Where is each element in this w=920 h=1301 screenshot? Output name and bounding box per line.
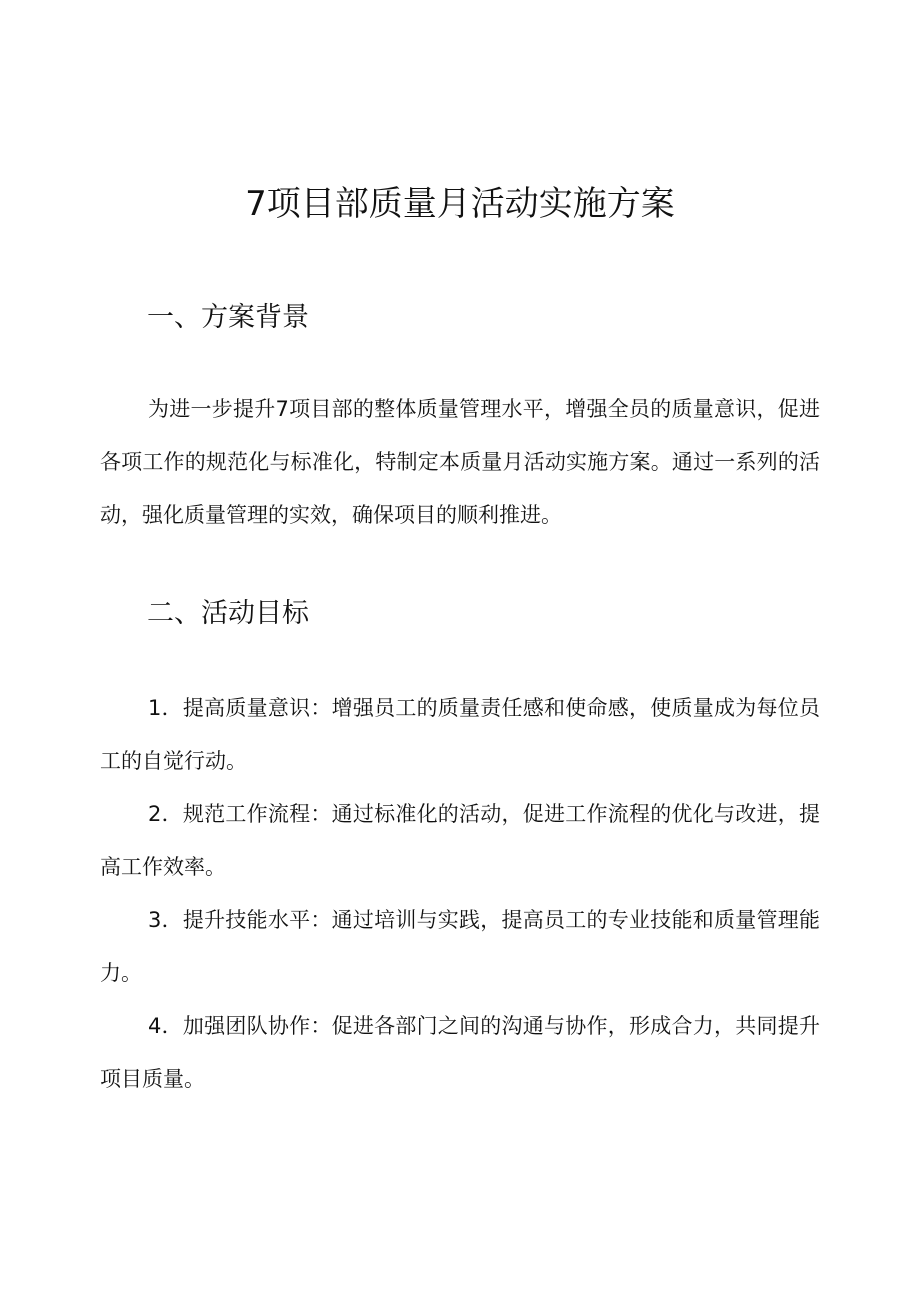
goal-item: 3．提升技能水平：通过培训与实践，提高员工的专业技能和质量管理能力。 — [100, 908, 820, 985]
section-heading-background: 一、方案背景 — [147, 302, 309, 333]
goals-list — [100, 682, 820, 1106]
section-heading-goals: 二、活动目标 — [147, 598, 309, 629]
goal-item: 4．加强团队协作：促进各部门之间的沟通与协作，形成合力，共同提升项目质量。 — [100, 1014, 820, 1091]
background-paragraph: 为进一步提升7项目部的整体质量管理水平，增强全员的质量意识，促进各项工作的规范化与标准化，特制定本质量月活动实施方案。通过一系列的活动，强化质量管理的实效，确保项目的顺利推进。 — [100, 397, 820, 527]
goal-item: 2．规范工作流程：通过标准化的活动，促进工作流程的优化与改进，提高工作效率。 — [100, 802, 820, 879]
goal-item: 1．提高质量意识：增强员工的质量责任感和使命感，使质量成为每位员工的自觉行动。 — [100, 696, 820, 773]
document-title: 7项目部质量月活动实施方案 — [245, 184, 675, 224]
